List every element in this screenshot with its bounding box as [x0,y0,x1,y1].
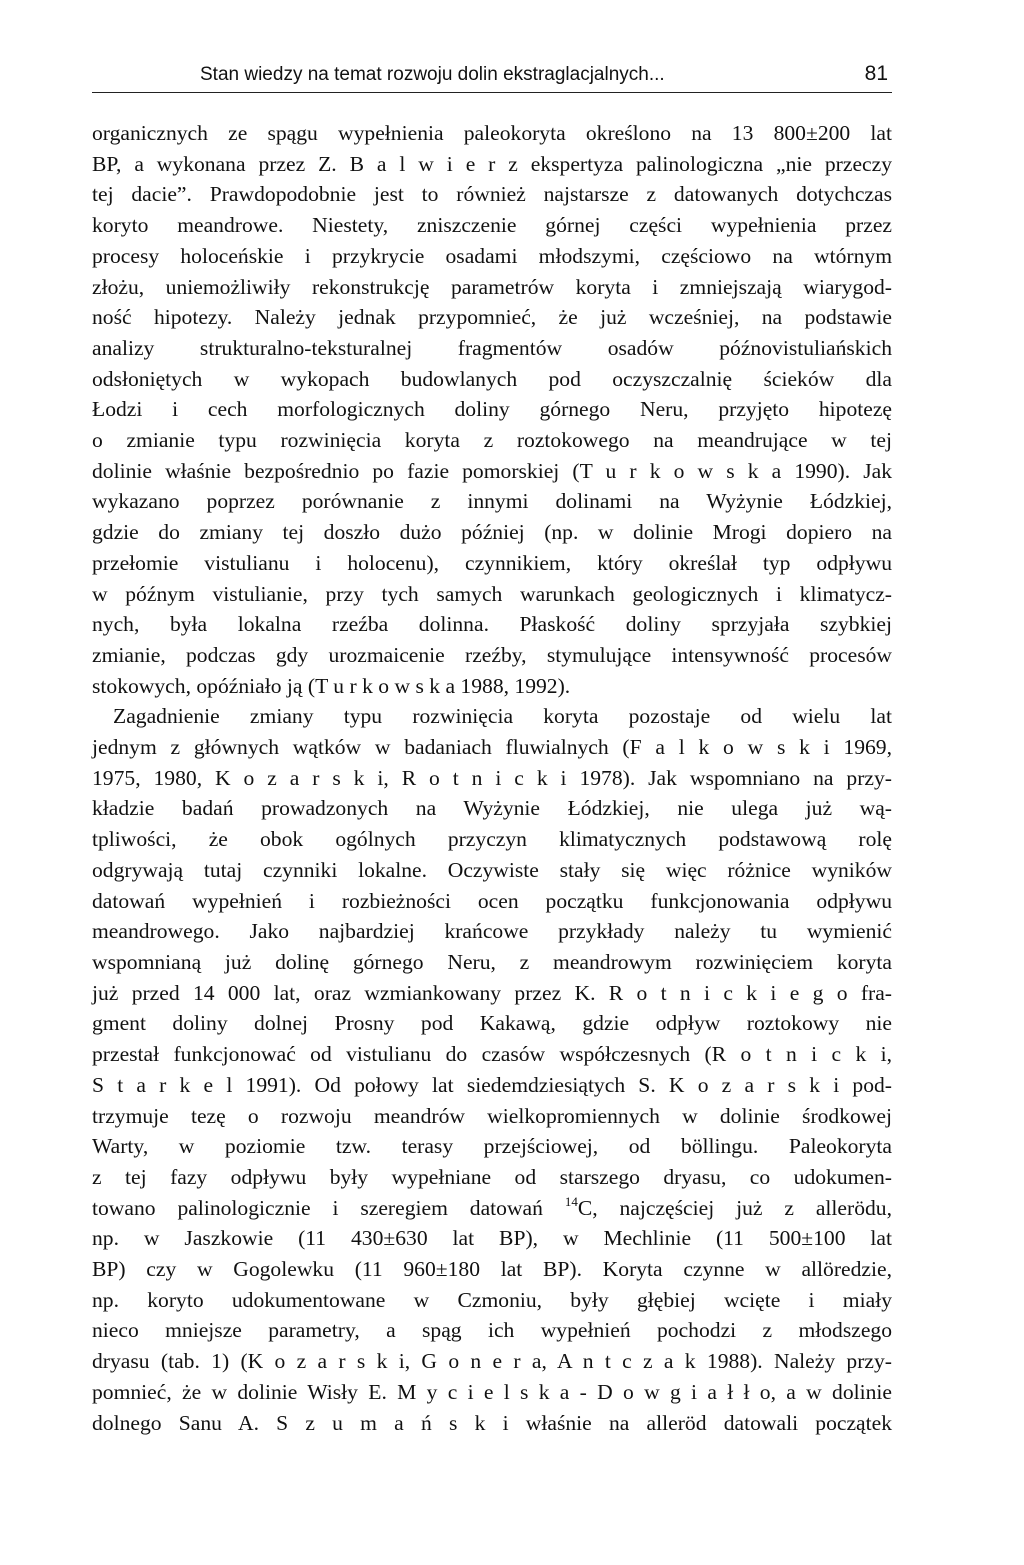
text-line: tpliwości, że obok ogólnych przyczyn klimatycznych podstawową rolę [92,827,892,852]
text-line: koryto meandrowe. Niestety, zniszczenie górnej części wypełnienia przez [92,213,892,238]
text-line: nieco mniejsze parametry, a spąg ich wypełnień pochodzi z młodszego [92,1318,892,1343]
text-line: organicznych ze spągu wypełnienia paleokoryta określono na 13 800±200 lat [92,121,892,145]
text-line: gdzie do zmiany tej doszło dużo później (np. w dolinie Mrogi dopiero na [92,520,892,545]
text-segment: C, najczęściej już z allerödu, [577,1195,892,1220]
text-line: dolnego Sanu A. S z u m a ń s k i właśnie na alleröd datowali początek [92,1410,892,1435]
running-head [92,62,892,93]
text-line: złożu, uniemożliwiły rekonstrukcję parametrów koryta i zmniejszają wiarygod- [92,274,892,299]
text-line: S t a r k e l 1991). Od połowy lat siedemdziesiątych S. K o z a r s k i pod- [92,1072,892,1097]
text-line: analizy strukturalno-teksturalnej fragmentów osadów późnovistuliańskich [92,335,892,360]
text-line: np. koryto udokumentowane w Czmoniu, były głębiej wcięte i miały [92,1287,892,1312]
text-line: BP) czy w Gogolewku (11 960±180 lat BP). Koryta czynne w allöredzie, [92,1257,892,1282]
text-line: wykazano poprzez porównanie z innymi dolinami na Wyżynie Łódzkiej, [92,489,892,514]
text-line: kładzie badań prowadzonych na Wyżynie Łódzkiej, nie ulega już wą- [92,796,892,821]
running-title: Stan wiedzy na temat rozwoju dolin ekstraglacjalnych... [200,64,665,85]
text-line: nych, była lokalna rzeźba dolinna. Płaskość doliny sprzyjała szybkiej [92,612,892,637]
text-line: o zmianie typu rozwinięcia koryta z roztokowego na meandrujące w tej [92,428,892,453]
paragraph-1 [92,118,892,701]
text-line: odgrywają tutaj czynniki lokalne. Oczywiste stały się więc różnice wyników [92,857,892,882]
text-line: dryasu (tab. 1) (K o z a r s k i, G o n e r a, A n t c z a k 1988). Należy przy- [92,1349,892,1374]
text-line: przełomie vistulianu i holocenu), czynnikiem, który określał typ odpływu [92,550,892,575]
paragraph-2 [92,701,892,1438]
text-line: stokowych, opóźniało ją (T u r k o w s k a 1988, 1992). [92,673,571,698]
superscript: 14 [564,1193,578,1209]
text-line: tej dacie”. Prawdopodobnie jest to również najstarsze z datowanych dotychczas [92,182,892,207]
text-line: Warty, w poziomie tzw. terasy przejściowej, od böllingu. Paleokoryta [92,1134,892,1159]
text-line: meandrowego. Jako najbardziej krańcowe przykłady należy tu wymienić [92,919,892,944]
text-line: jednym z głównych wątków w badaniach fluwialnych (F a l k o w s k i 1969, [92,735,892,760]
text-line: w późnym vistulianie, przy tych samych warunkach geologicznych i klimatycz- [92,581,892,606]
text-line: z tej fazy odpływu były wypełniane od starszego dryasu, co udokumen- [92,1164,892,1189]
text-line: np. w Jaszkowie (11 430±630 lat BP), w Mechlinie (11 500±100 lat [92,1226,892,1251]
text-line: BP, a wykonana przez Z. B a l w i e r z ekspertyza palinologiczna „nie przeczy [92,151,892,176]
text-line: datowań wypełnień i rozbieżności ocen początku funkcjonowania odpływu [92,888,892,913]
text-line: dolinie właśnie bezpośrednio po fazie pomorskiej (T u r k o w s k a 1990). Jak [92,458,892,483]
text-line-with-superscript [92,1193,892,1224]
text-line: Łodzi i cech morfologicznych doliny górnego Neru, przyjęto hipotezę [92,397,892,422]
body-text [92,118,892,1438]
page-number: 81 [864,62,888,85]
text-line: przestał funkcjonować od vistulianu do czasów współczesnych (R o t n i c k i, [92,1042,892,1067]
text-line: zmianie, podczas gdy urozmaicenie rzeźby, stymulujące intensywność procesów [92,642,892,667]
text-line: gment doliny dolnej Prosny pod Kakawą, gdzie odpływ roztokowy nie [92,1011,892,1036]
text-segment: towano palinologicznie i szeregiem datowań [92,1195,565,1220]
text-line: ność hipotezy. Należy jednak przypomnieć, że już wcześniej, na podstawie [92,305,892,330]
text-line: trzymuje tezę o rozwoju meandrów wielkopromiennych w dolinie środkowej [92,1103,892,1128]
text-line: wspomnianą już dolinę górnego Neru, z meandrowym rozwinięciem koryta [92,949,892,974]
text-line: pomnieć, że w dolinie Wisły E. M y c i e l s k a - D o w g i a ł ł o, a w dolinie [92,1379,892,1404]
text-line: już przed 14 000 lat, oraz wzmiankowany przez K. R o t n i c k i e g o fra- [92,980,892,1005]
text-line: procesy holoceńskie i przykrycie osadami młodszymi, częściowo na wtórnym [92,243,892,268]
text-line: Zagadnienie zmiany typu rozwinięcia koryta pozostaje od wielu lat [113,704,892,729]
text-line: odsłoniętych w wykopach budowlanych pod oczyszczalnię ścieków dla [92,366,892,391]
page [92,62,892,1438]
text-line: 1975, 1980, K o z a r s k i, R o t n i c k i 1978). Jak wspomniano na przy- [92,765,892,790]
